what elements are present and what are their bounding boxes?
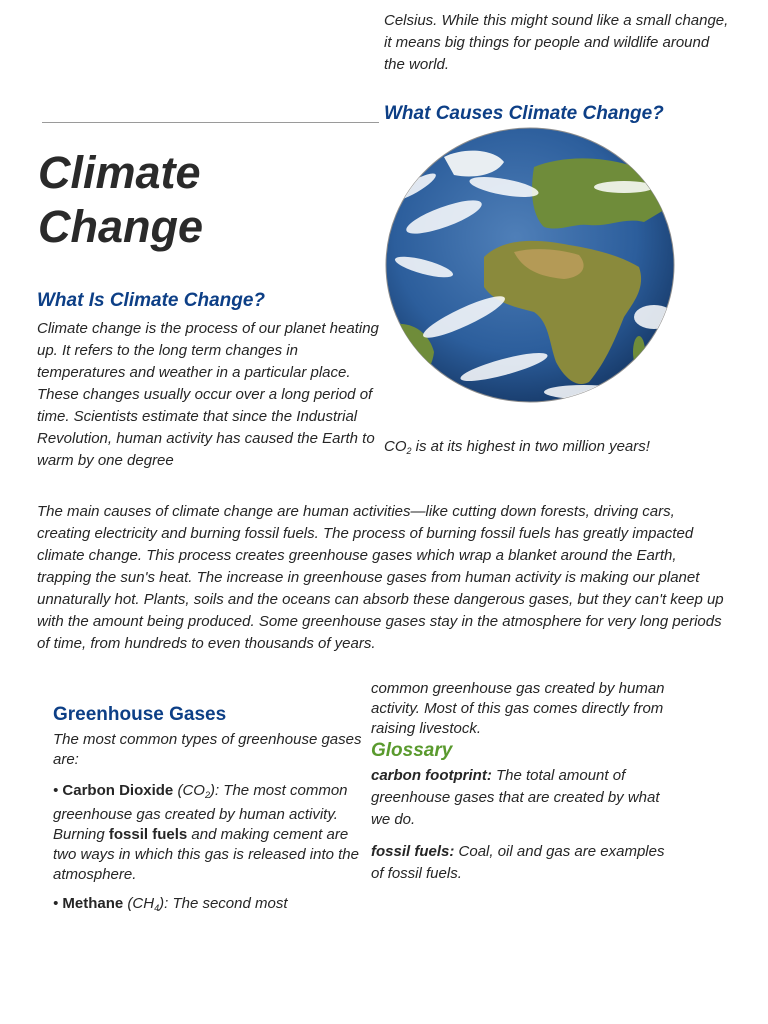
methane-continued: common greenhouse gas created by human activity. Most of this gas comes directly from raising livestock.: [371, 680, 665, 737]
main-causes-body: The main causes of climate change are human activities—like cutting down forests, driving cars, creating electricity and burning fossil fuels. The process of burning fossil fuels has greatly impacted climate change. This process creates greenhouse gases which wrap a blanket around the Earth, trapping the sun's heat. The increase in greenhouse gases from human activity is making our planet unnaturally hot. Plants, soils and the oceans can absorb these dangerous gases, but they can't keep up with the amount being produced. Some greenhouse gases stay in the atmosphere for very long periods of time, from hundreds to even thousands of years.: [37, 503, 724, 652]
glossary-term-carbon-footprint: [371, 765, 671, 831]
ch4-name: Methane: [62, 895, 124, 912]
co2-rest: and making cement are two ways in which this gas is released into the atmosphere.: [53, 826, 359, 883]
caption-rest: is at its highest in two million years!: [411, 438, 650, 455]
caption-sub: 2: [406, 446, 412, 456]
co2-formula-close: ): The most common greenhouse gas created by human activity. Burning: [53, 782, 348, 843]
co2-formula-open: (CO: [173, 782, 205, 799]
what-is-heading: What Is Climate Change?: [37, 290, 266, 311]
greenhouse-heading: Greenhouse Gases: [53, 704, 227, 725]
def-fossil-fuels: Coal, oil and gas are examples of fossil fuels.: [371, 843, 665, 882]
earth-globe-image: [384, 127, 676, 403]
ch4-formula-sub: 4: [154, 903, 160, 913]
what-is-body: Climate change is the process of our planet heating up. It refers to the long term changes in temperatures and weather in a particular place. These changes usually occur over a long period of time. Scientists estimate that since the Industrial Revolution, human activity has caused the Earth to warm by one degree: [37, 320, 379, 469]
co2-bullet-mark: •: [53, 782, 63, 799]
ch4-bullet-mark: •: [53, 895, 63, 912]
co2-name: Carbon Dioxide: [62, 782, 174, 799]
term-carbon-footprint: carbon footprint:: [371, 767, 492, 784]
title-line-1: Climate: [38, 147, 201, 198]
divider-line: [42, 122, 379, 123]
globe-caption: [384, 437, 744, 461]
greenhouse-intro: The most common types of greenhouse gases are:: [53, 731, 362, 768]
caption-co: CO: [384, 438, 407, 455]
def-carbon-footprint: The total amount of greenhouse gases that are created by what we do.: [371, 767, 660, 828]
co2-bullet: [53, 781, 369, 885]
co2-bold-fossil: fossil fuels: [108, 826, 188, 843]
glossary-heading: Glossary: [371, 740, 453, 761]
ch4-formula-open: (CH: [123, 895, 155, 912]
top-right-text: Celsius. While this might sound like a small change, it means big things for people and wildlife around the world.: [384, 12, 729, 73]
title-line-2: Change: [38, 201, 204, 252]
page-title: [38, 146, 203, 254]
co2-formula-sub: 2: [204, 790, 210, 800]
term-fossil-fuels: fossil fuels:: [371, 843, 455, 860]
ch4-bullet: [53, 894, 369, 918]
causes-heading: What Causes Climate Change?: [384, 103, 664, 124]
glossary-term-fossil-fuels: [371, 841, 671, 885]
ch4-rest: ): The second most: [159, 895, 288, 912]
